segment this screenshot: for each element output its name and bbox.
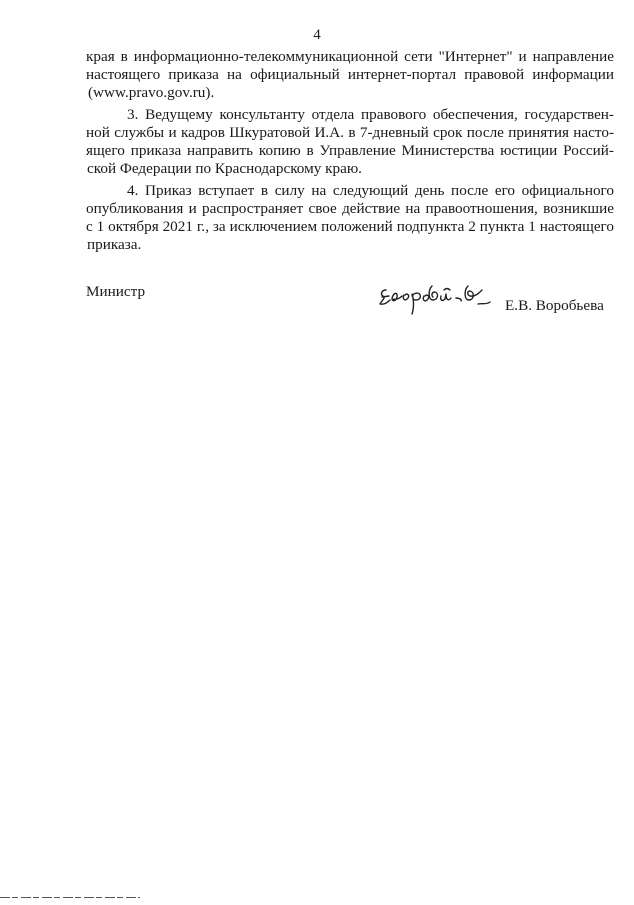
text-line: приказа. [87, 236, 142, 253]
text-line: настоящего приказа на официальный интернет-портал правовой информации [86, 66, 614, 83]
text-line: с 1 октября 2021 г., за исключением положений подпункта 2 пункта 1 настоящего [86, 218, 614, 235]
text-line: (www.pravo.gov.ru). [88, 84, 215, 101]
signer-name: Е.В. Воробьева [505, 297, 604, 314]
text-line: 4. Приказ вступает в силу на следующий день после его официального [127, 182, 614, 199]
text-line: ской Федерации по Краснодарскому краю. [87, 160, 362, 177]
signer-position: Министр [86, 283, 146, 300]
text-line: опубликования и распространяет свое действие на правоотношения, возникшие [86, 200, 614, 217]
handwritten-signature [378, 278, 496, 316]
text-line: ной службы и кадров Шкуратовой И.А. в 7-дневный срок после принятия насто- [86, 124, 614, 141]
text-line: ящего приказа направить копию в Управление Министерства юстиции Россий- [86, 142, 614, 159]
scan-edge-line [0, 896, 140, 899]
text-line: края в информационно-телекоммуникационной сети "Интернет" и направление [86, 48, 614, 65]
text-line: 3. Ведущему консультанту отдела правового обеспечения, государствен- [127, 106, 614, 123]
page-number: 4 [313, 27, 321, 43]
